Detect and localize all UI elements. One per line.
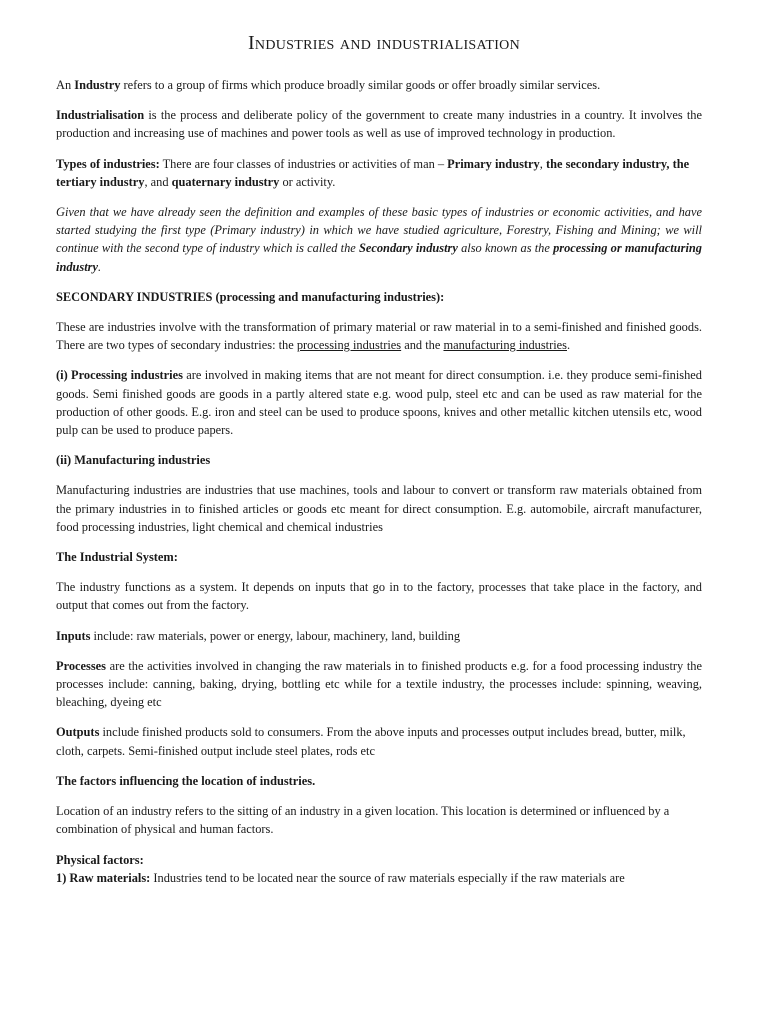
- paragraph-raw-materials: [56, 869, 702, 887]
- paragraph-secondary-definition: [56, 318, 702, 354]
- text: Given that we have already seen the definition and examples of these basic types of industries or economic activities, and have started studying the first type (Primary industry) in which we have studied agriculture, Forestry, Fishing and Mining; we will continue with the second type of industry which is called the: [56, 205, 702, 256]
- term-processing-manufacturing: processing or manufacturing industry: [56, 241, 702, 274]
- paragraph-industry-definition: [56, 76, 702, 94]
- term-secondary-tertiary: the secondary industry, the tertiary industry: [56, 156, 690, 189]
- paragraph-industrialisation: [56, 106, 702, 142]
- text: .: [98, 259, 102, 274]
- label-inputs: Inputs: [56, 628, 91, 643]
- term-quaternary: quaternary industry: [171, 174, 280, 189]
- label-outputs: Outputs: [56, 725, 100, 740]
- paragraph-manufacturing: Manufacturing industries are industries that use machines, tools and labour to convert or transform raw materials obtained from the primary industries in to finished articles or goods etc meant for direct consumption. E.g. automobile, aircraft manufacturer, food processing industries, light chemical and chemical industries: [56, 483, 702, 534]
- paragraph-outputs: [56, 723, 702, 759]
- document-body: [56, 76, 702, 887]
- text: Industries tend to be located near the source of raw materials especially if the raw materials are: [150, 870, 625, 885]
- label-types: Types of industries:: [56, 156, 160, 171]
- heading-text: Physical factors:: [56, 852, 144, 867]
- paragraph-inputs: [56, 627, 702, 645]
- text: refers to a group of firms which produce broadly similar goods or offer broadly similar services.: [120, 78, 601, 92]
- paragraph-location-definition: Location of an industry refers to the sitting of an industry in a given location. This location is determined or influenced by a combination of physical and human factors.: [56, 804, 670, 837]
- term-industry: Industry: [74, 78, 121, 92]
- heading-text: The factors influencing the location of industries.: [56, 773, 316, 788]
- paragraph-types-of-industries: [56, 155, 702, 191]
- paragraph-processing-industries: [56, 366, 702, 439]
- text: and the: [401, 338, 444, 353]
- label-raw-materials: 1) Raw materials:: [56, 870, 151, 885]
- text: include finished products sold to consumers. From the above inputs and processes output includes bread, butter, milk, cloth, carpets. Semi-finished output include steel plates, rods etc: [56, 725, 686, 758]
- term-primary: Primary industry: [447, 156, 540, 171]
- page-title: Industries and industrialisation: [247, 32, 521, 54]
- heading-text: SECONDARY INDUSTRIES (processing and manufacturing industries):: [56, 289, 445, 304]
- term-processing-industries: processing industries: [296, 338, 402, 353]
- text: are the activities involved in changing the raw materials in to finished products e.g. for a food processing industry the processes include: canning, baking, drying, bottling etc while for a textile industry, the processes include: spinning, weaving, bleaching, dyeing etc: [56, 658, 702, 710]
- term-manufacturing-industries: manufacturing industries: [443, 338, 567, 353]
- label-processes: Processes: [56, 658, 107, 673]
- text: or activity.: [279, 174, 336, 189]
- heading-text: The Industrial System:: [56, 550, 178, 565]
- heading-secondary-industries: [56, 288, 702, 306]
- heading-text: (ii) Manufacturing industries: [56, 453, 211, 468]
- paragraph-introduction-italic: [56, 203, 702, 276]
- heading-industrial-system: [56, 548, 702, 566]
- text: is the process and deliberate policy of the government to create many industries in a country. It involves the production and increasing use of machines and power tools as well as use of improved technology in production.: [56, 108, 702, 141]
- heading-manufacturing-industries: [56, 451, 702, 469]
- paragraph-industrial-system: The industry functions as a system. It depends on inputs that go in to the factory, processes that take place in the factory, and output that comes out from the factory.: [56, 580, 702, 613]
- text: These are industries involve with the transformation of primary material or raw material in to a semi-finished and finished goods. There are two types of secondary industries: the: [56, 320, 702, 353]
- heading-location-factors: [56, 772, 702, 790]
- term-secondary-industry: Secondary industry: [358, 241, 458, 256]
- heading-physical-factors: [56, 851, 702, 869]
- paragraph-processes: [56, 657, 702, 712]
- term-industrialisation: Industrialisation: [56, 108, 145, 123]
- text: are involved in making items that are not meant for direct consumption. i.e. they produce semi-finished goods. Semi finished goods are goods in a partly altered state e.g. wood pulp, steel etc and can be used as raw material for the production of other goods. E.g. iron and steel can be used to produce spoons, knives and other metallic kitchen utensils etc, wood pulp can be used to produce papers.: [56, 368, 702, 438]
- text: , and: [144, 174, 172, 189]
- text: An: [56, 78, 75, 92]
- text: ,: [539, 156, 546, 171]
- text: There are four classes of industries or activities of man –: [159, 156, 448, 171]
- label-processing: (i) Processing industries: [56, 368, 183, 383]
- text: include: raw materials, power or energy, labour, machinery, land, building: [90, 628, 461, 643]
- text: also known as the: [457, 241, 554, 256]
- text: .: [567, 338, 571, 353]
